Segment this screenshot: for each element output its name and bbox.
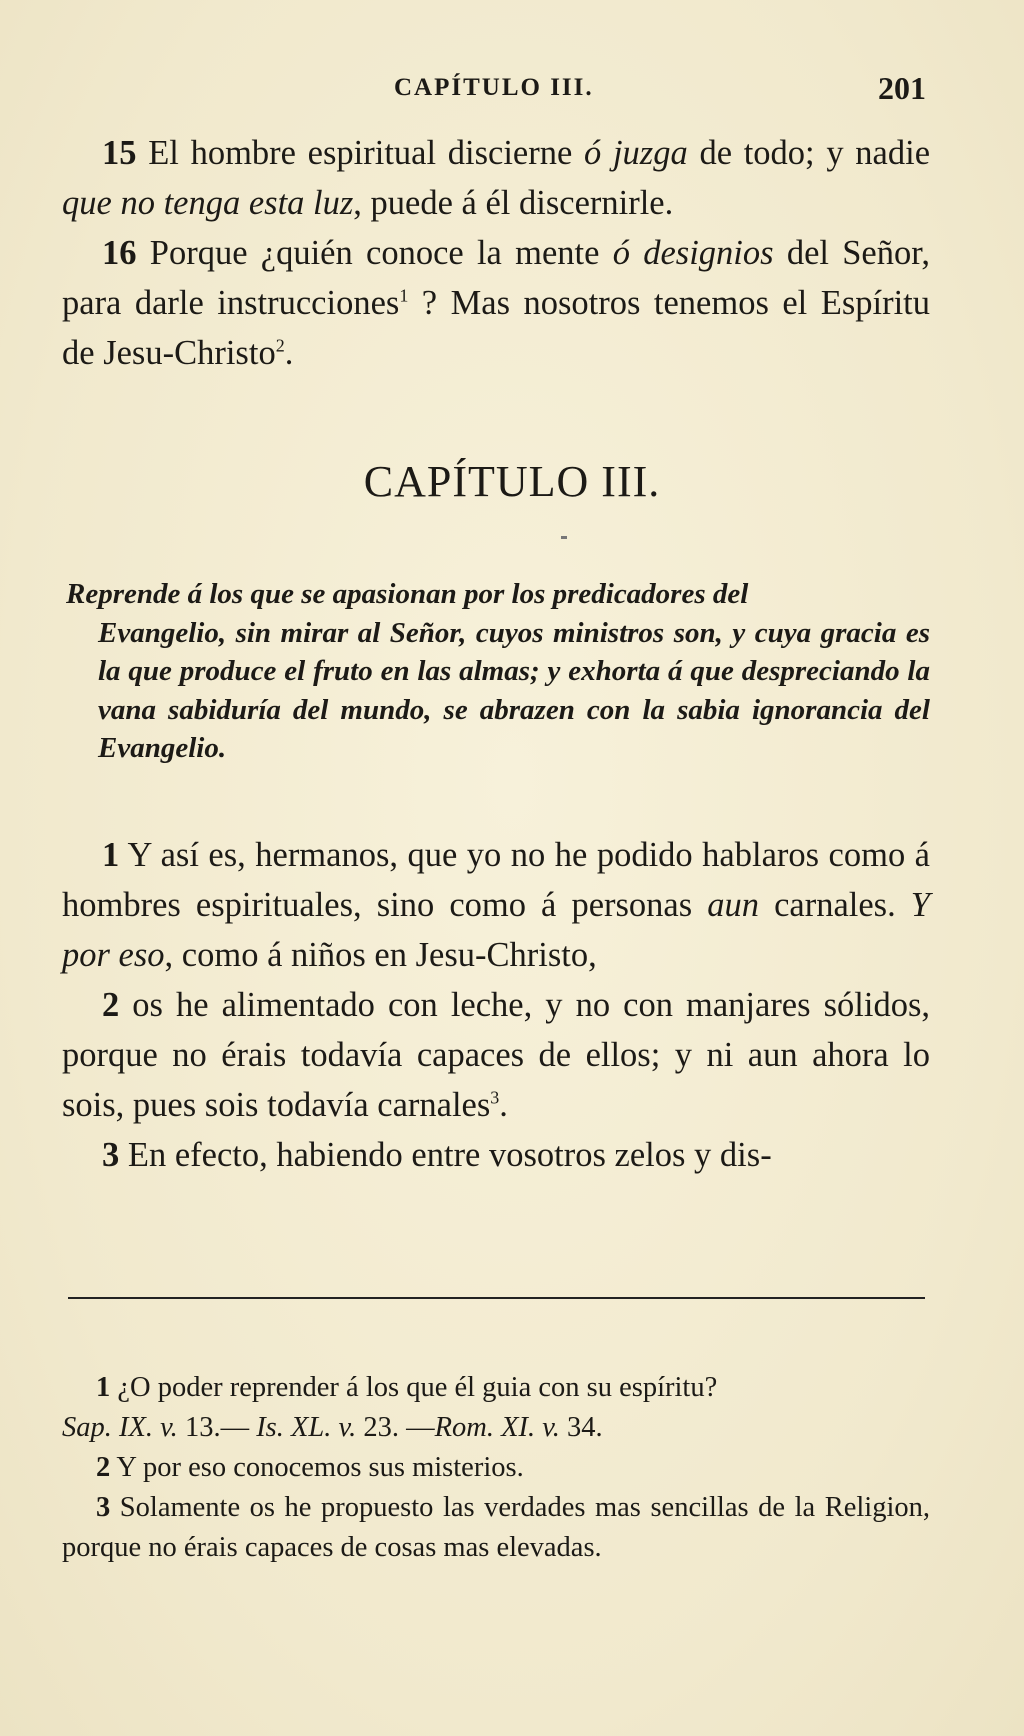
footnote-divider	[68, 1297, 925, 1299]
verse-number: 2	[102, 986, 120, 1024]
footnote-marker: 3	[490, 1087, 500, 1108]
ornament-dot	[561, 536, 567, 539]
footnote-1: 1 ¿O poder reprender á los que él guia con su espíritu? Sap. IX. v. 13.— Is. XL. v. 23. —Rom. XI. v. 34.	[62, 1372, 718, 1443]
verse-number: 15	[102, 134, 137, 172]
summary-continuation: Evangelio, sin mirar al Señor, cuyos ministros son, y cuya gracia es la que produce el fruto en las almas; y exhorta á que despreciando la vana sabiduría del mundo, se abrazen con la sabia ignorancia del Evangelio.	[98, 616, 930, 764]
footnotes	[62, 1368, 930, 1568]
verse-number: 1	[102, 836, 120, 874]
chapter-summary	[62, 575, 930, 768]
footnote-marker: 2	[275, 335, 285, 356]
verse-1: 1 Y así es, hermanos, que yo no he podido hablaros como á hombres espirituales, sino como á personas aun carnales. Y por eso, como á niños en Jesu-Christo,	[62, 836, 930, 974]
verse-2: 2 os he alimentado con leche, y no con manjares sólidos, porque no érais todavía capaces de ellos; y ni aun ahora lo sois, pues sois todavía carnales$^3$.	[62, 986, 930, 1124]
verse-16: 16 Porque ¿quién conoce la mente ó designios del Señor, para darle instrucciones$^1$ ? Mas nosotros tenemos el Espíritu de Jesu-Christo$^2$.	[62, 234, 930, 372]
previous-chapter-verses	[62, 128, 930, 378]
verse-number: 3	[102, 1136, 120, 1174]
running-head	[62, 70, 932, 110]
verse-3: 3 En efecto, habiendo entre vosotros zelos y dis-	[102, 1136, 772, 1174]
verse-15: 15 El hombre espiritual discierne ó juzga de todo; y nadie que no tenga esta luz, puede á él discernirle.	[62, 134, 931, 222]
summary-first-line: Reprende á los que se apasionan por los predicadores del	[66, 578, 749, 610]
footnote-marker: 1	[399, 285, 409, 306]
page-number: 201	[878, 70, 926, 106]
verse-number: 16	[102, 234, 137, 272]
reference: Rom. XI. v.	[434, 1412, 560, 1443]
reference: Sap. IX. v.	[62, 1412, 178, 1443]
running-head-title: CAPÍTULO III.	[394, 74, 594, 101]
reference: Is. XL. v.	[256, 1412, 357, 1443]
footnote-2: 2 Y por eso conocemos sus misterios.	[96, 1452, 524, 1483]
chapter-verses	[62, 830, 930, 1180]
chapter-title: CAPÍTULO III.	[363, 457, 661, 506]
footnote-3: 3 Solamente os he propuesto las verdades mas sencillas de la Religion, porque no érais capaces de cosas mas elevadas.	[62, 1492, 930, 1563]
